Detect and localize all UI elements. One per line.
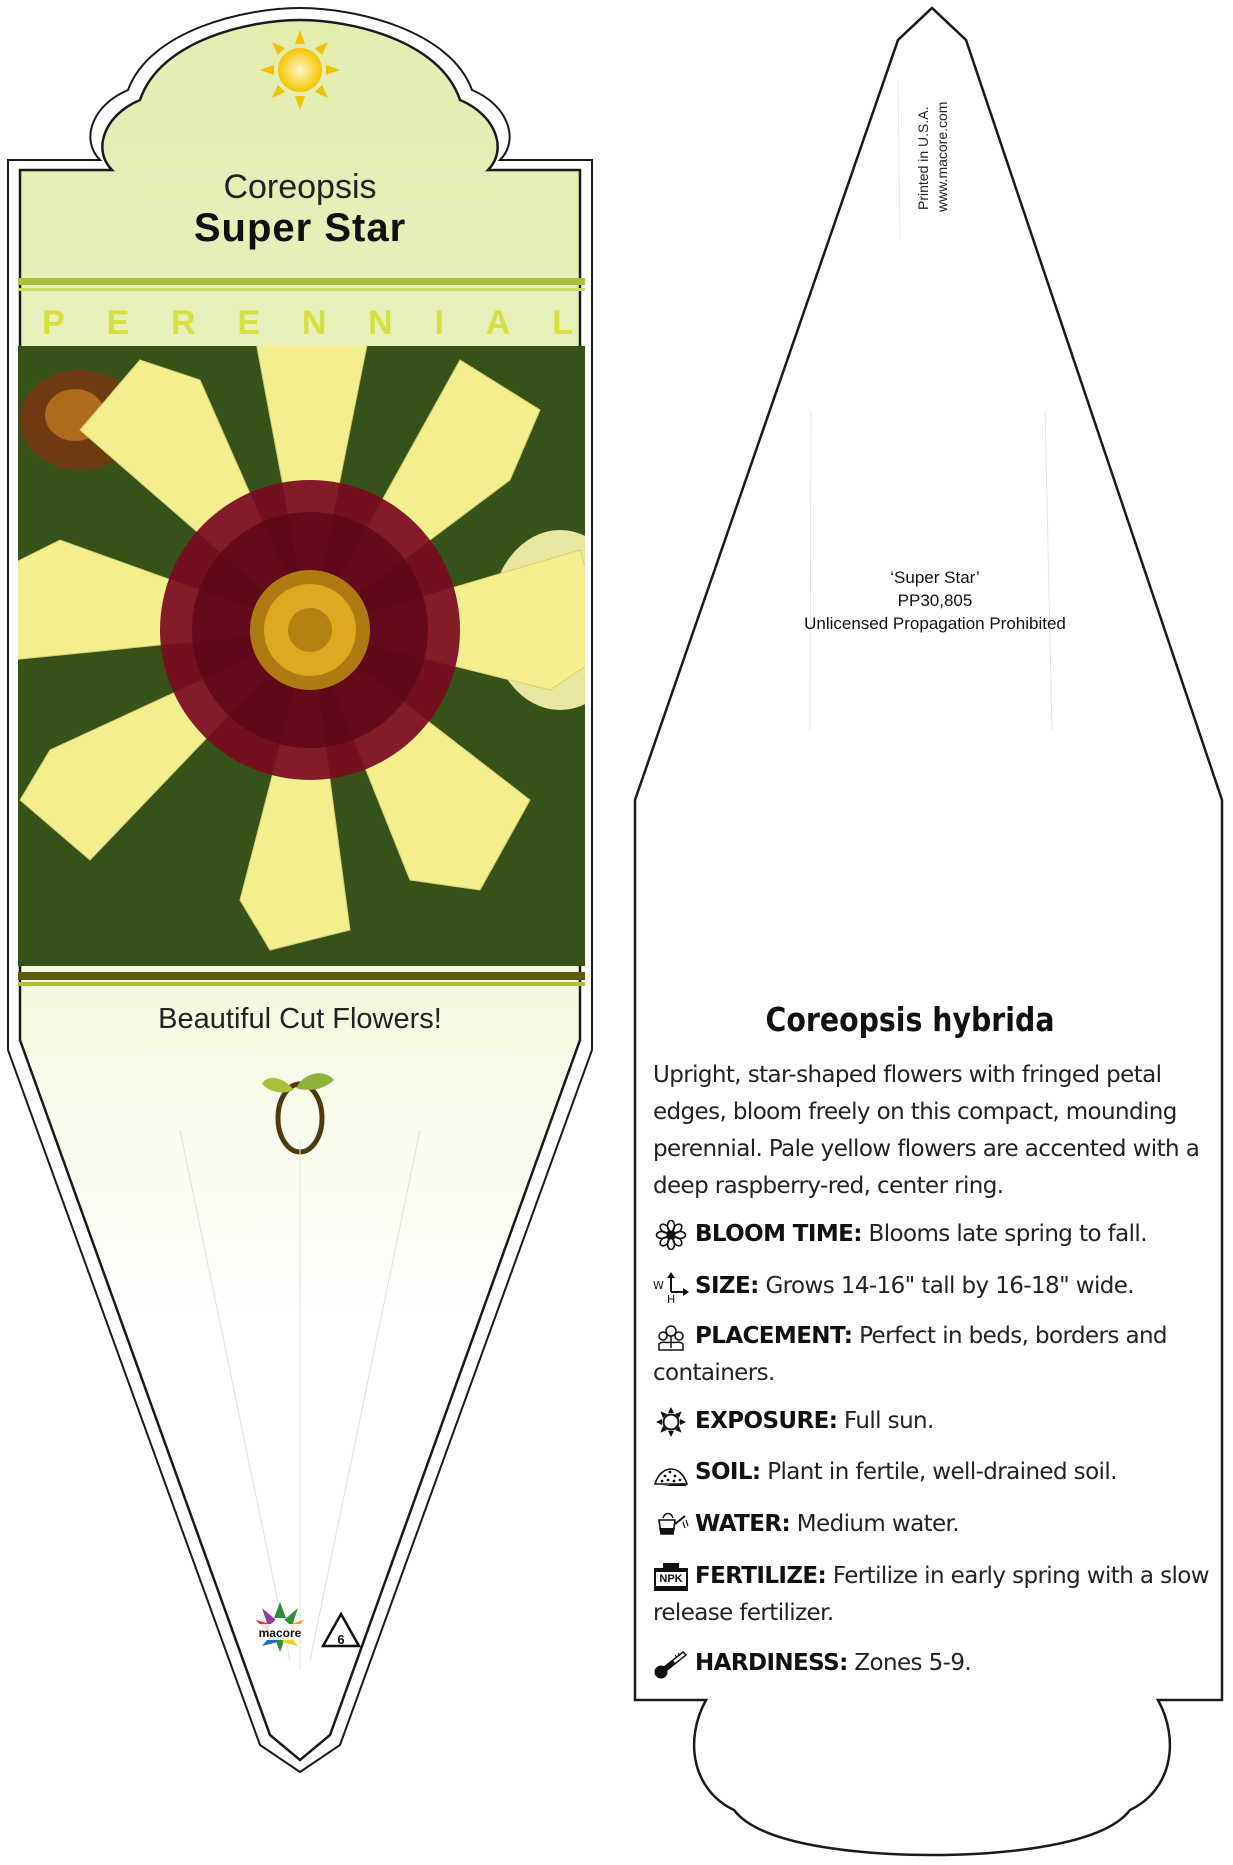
category-banner xyxy=(18,300,585,346)
care-text: Perfect in beds, borders and containers. xyxy=(653,1323,1167,1386)
sun-icon xyxy=(653,1407,689,1437)
care-item-soil xyxy=(653,1454,1213,1491)
printed-in-text: Printed in U.S.A. xyxy=(915,106,931,210)
care-label: PLACEMENT: xyxy=(695,1323,853,1349)
care-item-exposure xyxy=(653,1403,1213,1440)
category-letter: P xyxy=(42,303,65,342)
patent-number: PP30,805 xyxy=(897,591,973,610)
category-letter: E xyxy=(106,303,130,342)
placement-icon xyxy=(653,1322,689,1352)
care-item-fertilize xyxy=(653,1558,1213,1632)
care-text: Blooms late spring to fall. xyxy=(868,1221,1147,1247)
care-item-water xyxy=(653,1506,1213,1543)
plant-description: Upright, star-shaped flowers with fringed petal edges, bloom freely on this compact, mounding perennial. Pale yellow flowers are accented with a deep raspberry-red, center ring. xyxy=(653,1062,1200,1199)
care-item-size xyxy=(653,1268,1213,1305)
flower-icon xyxy=(653,1220,689,1250)
soil-icon xyxy=(653,1458,689,1488)
thermometer-icon xyxy=(653,1649,689,1679)
sun-icon xyxy=(260,30,340,110)
care-label: HARDINESS: xyxy=(695,1650,848,1676)
npk-label: NPK xyxy=(659,1572,683,1585)
care-text: Grows 14-16" tall by 16-18" wide. xyxy=(765,1273,1135,1299)
category-letter: L xyxy=(552,303,573,342)
brand-name: macore xyxy=(258,1626,302,1640)
height-letter: H xyxy=(667,1292,675,1306)
category-letter: A xyxy=(485,303,511,342)
care-label: EXPOSURE: xyxy=(695,1408,838,1434)
care-label: BLOOM TIME: xyxy=(695,1221,862,1247)
size-icon xyxy=(653,1272,689,1306)
recycle-code: 6 xyxy=(337,1632,345,1647)
botanical-name: Coreopsis hybrida xyxy=(765,1000,1055,1039)
care-label: FERTILIZE: xyxy=(695,1563,827,1589)
width-letter: W xyxy=(653,1278,664,1292)
category-letter: I xyxy=(434,303,444,342)
care-text: Zones 5-9. xyxy=(854,1650,972,1676)
care-text: Medium water. xyxy=(796,1511,959,1537)
cultivar-name: Super Star xyxy=(193,206,407,250)
tagline: Beautiful Cut Flowers! xyxy=(158,1003,442,1035)
propagation-notice: Unlicensed Propagation Prohibited xyxy=(804,614,1066,633)
category-letter: N xyxy=(301,303,327,342)
care-text: Fertilize in early spring with a slow release fertilizer. xyxy=(653,1563,1209,1626)
category-letter: R xyxy=(170,303,196,342)
care-item-hardiness xyxy=(653,1645,1213,1682)
website-text: www.macore.com xyxy=(934,101,950,212)
category-letter: E xyxy=(237,303,261,342)
care-item-bloom-time xyxy=(653,1216,1213,1253)
category-letter: N xyxy=(368,303,393,342)
fertilizer-icon xyxy=(653,1562,689,1592)
flower-photo xyxy=(0,300,620,966)
care-label: SIZE: xyxy=(695,1273,759,1299)
top-accent-band xyxy=(18,278,585,285)
care-item-placement xyxy=(653,1318,1213,1392)
care-text: Plant in fertile, well-drained soil. xyxy=(767,1459,1117,1485)
watering-can-icon xyxy=(653,1510,689,1540)
care-label: SOIL: xyxy=(695,1459,761,1485)
care-label: WATER: xyxy=(695,1511,791,1537)
trade-name: ‘Super Star’ xyxy=(890,568,980,587)
genus-name: Coreopsis xyxy=(223,168,377,206)
care-text: Full sun. xyxy=(844,1408,934,1434)
